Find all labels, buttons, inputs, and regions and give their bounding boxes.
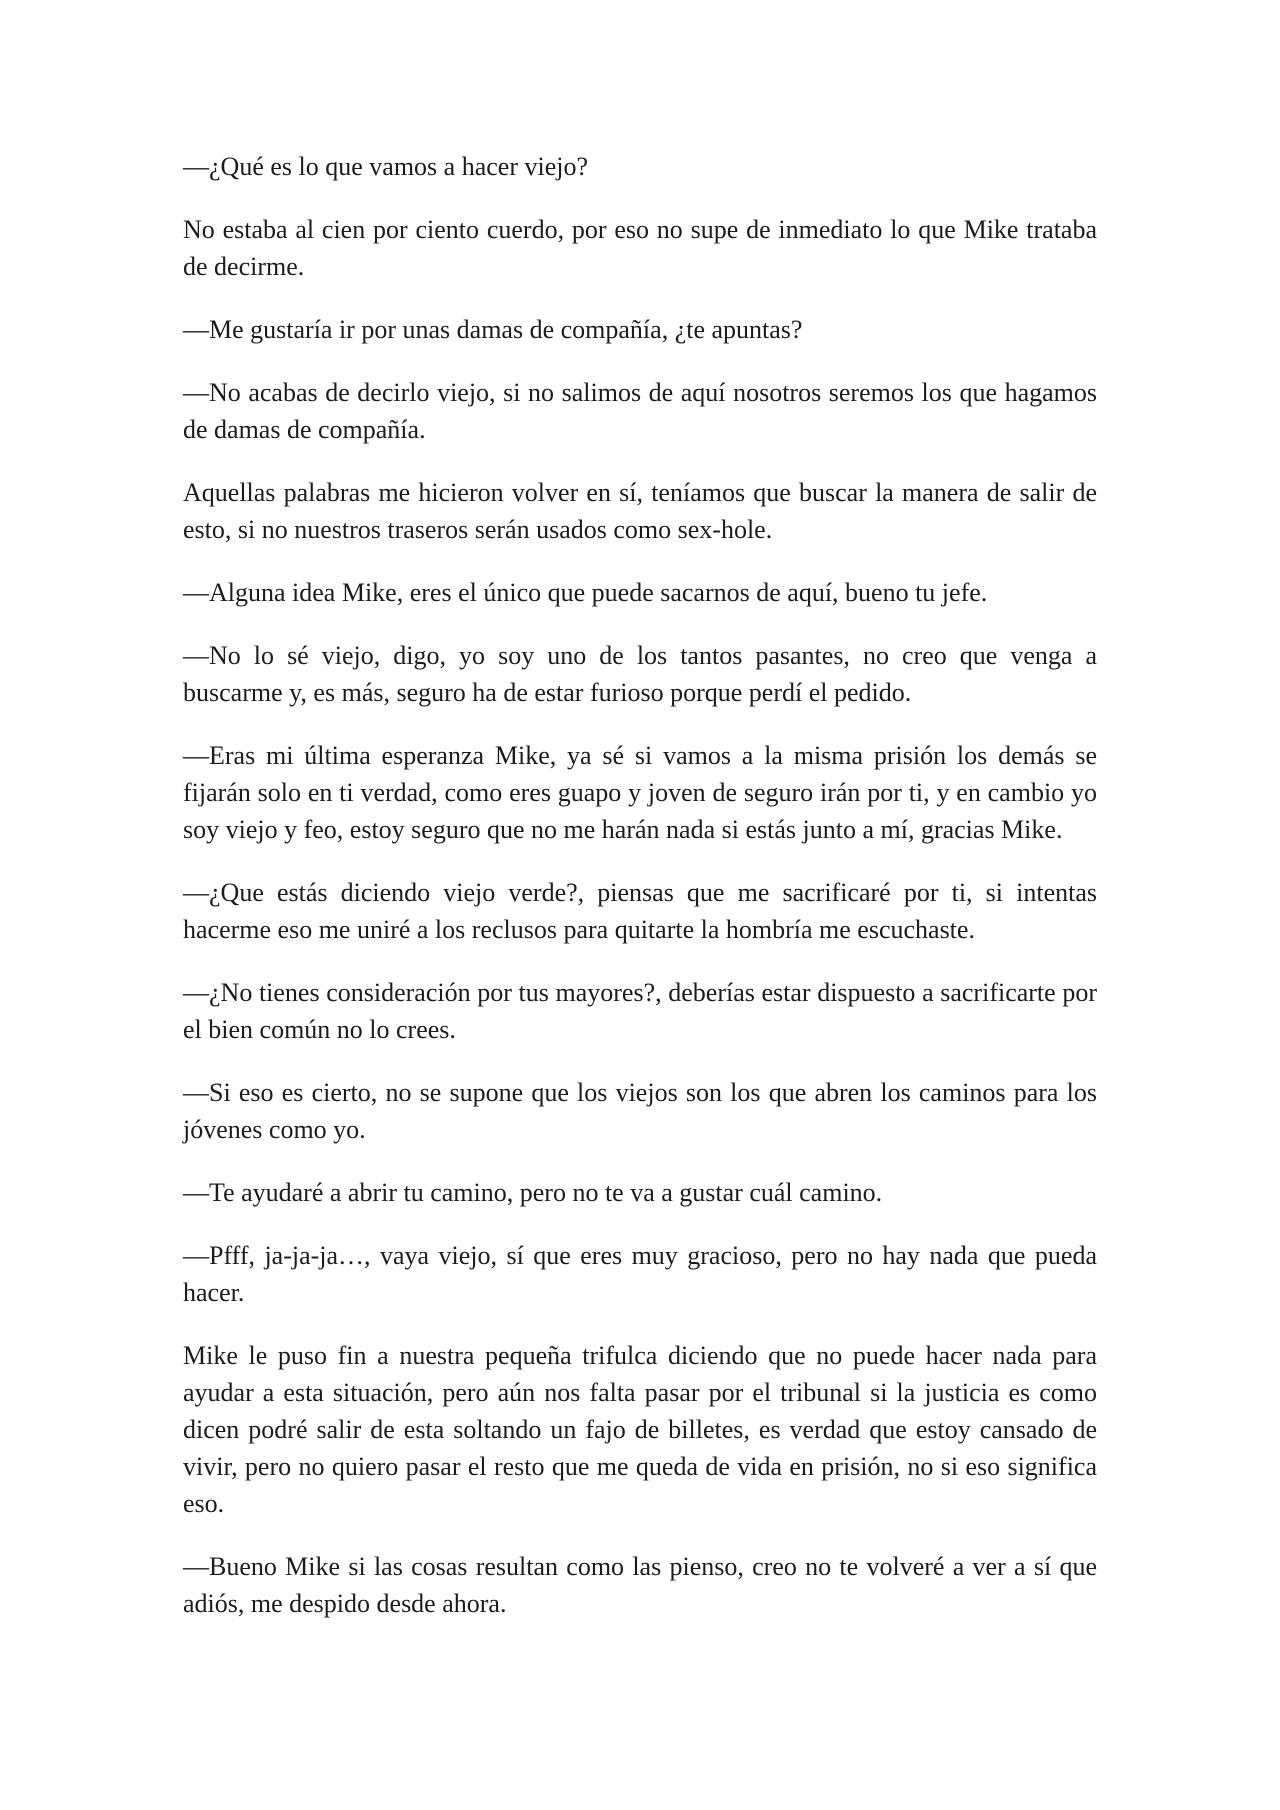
paragraph: —Te ayudaré a abrir tu camino, pero no te va a gustar cuál camino. (183, 1178, 883, 1207)
paragraph: —¿No tienes consideración por tus mayores?, deberías estar dispuesto a sacrificarte por el bien común no lo crees. (183, 978, 1097, 1044)
paragraph: No estaba al cien por ciento cuerdo, por eso no supe de inmediato lo que Mike trataba de decirme. (183, 215, 1097, 281)
paragraph: —Alguna idea Mike, eres el único que puede sacarnos de aquí, bueno tu jefe. (183, 578, 988, 607)
paragraph: Aquellas palabras me hicieron volver en sí, teníamos que buscar la manera de salir de esto, si no nuestros traseros serán usados como sex-hole. (183, 478, 1097, 544)
paragraph: —Si eso es cierto, no se supone que los viejos son los que abren los caminos para los jóvenes como yo. (183, 1078, 1097, 1144)
paragraph: Mike le puso fin a nuestra pequeña trifulca diciendo que no puede hacer nada para ayudar a esta situación, pero aún nos falta pasar por el tribunal si la justicia es como dicen podré salir de esta soltando un fajo de billetes, es verdad que estoy cansado de vivir, pero no quiero pasar el resto que me queda de vida en prisión, no si eso significa eso. (183, 1341, 1097, 1518)
paragraph: —No acabas de decirlo viejo, si no salimos de aquí nosotros seremos los que hagamos de damas de compañía. (183, 378, 1097, 444)
paragraph: —Me gustaría ir por unas damas de compañía, ¿te apuntas? (183, 315, 803, 344)
text-column (183, 148, 1097, 1648)
paragraph: —¿Qué es lo que vamos a hacer viejo? (183, 152, 589, 181)
paragraph: —Pfff, ja-ja-ja…, vaya viejo, sí que eres muy gracioso, pero no hay nada que pueda hacer. (183, 1241, 1097, 1307)
paragraph: —Bueno Mike si las cosas resultan como las pienso, creo no te volveré a ver a sí que adiós, me despido desde ahora. (183, 1552, 1097, 1618)
paragraph: —¿Que estás diciendo viejo verde?, piensas que me sacrificaré por ti, si intentas hacerme eso me uniré a los reclusos para quitarte la hombría me escuchaste. (183, 878, 1097, 944)
paragraph: —No lo sé viejo, digo, yo soy uno de los tantos pasantes, no creo que venga a buscarme y, es más, seguro ha de estar furioso porque perdí el pedido. (183, 641, 1097, 707)
paragraph: —Eras mi última esperanza Mike, ya sé si vamos a la misma prisión los demás se fijarán solo en ti verdad, como eres guapo y joven de seguro irán por ti, y en cambio yo soy viejo y feo, estoy seguro que no me harán nada si estás junto a mí, gracias Mike. (183, 741, 1097, 844)
